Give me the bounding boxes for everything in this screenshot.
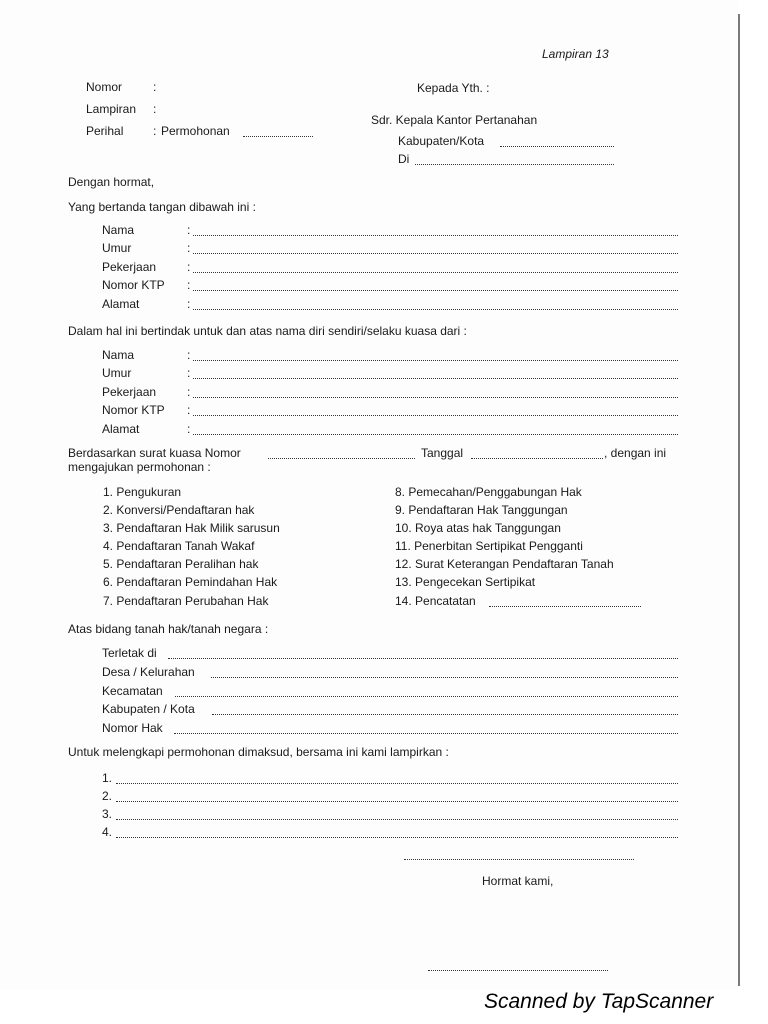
option-item: 10. Roya atas hak Tanggungan bbox=[395, 521, 561, 535]
meta-lampiran-label: Lampiran bbox=[86, 102, 137, 116]
person-field-label: Nomor KTP bbox=[102, 278, 165, 292]
surat-kuasa-tanggal-blank[interactable] bbox=[471, 458, 603, 459]
meta-perihal-label: Perihal bbox=[86, 124, 124, 138]
meta-perihal-sep: : bbox=[153, 124, 157, 138]
signature-blank[interactable] bbox=[428, 970, 608, 971]
attachment-number: 3. bbox=[102, 807, 113, 821]
principal-field-blank[interactable] bbox=[193, 397, 678, 398]
perihal-blank[interactable] bbox=[243, 136, 313, 137]
land-field-label: Desa / Kelurahan bbox=[102, 665, 195, 679]
option-item: 13. Pengecekan Sertipikat bbox=[395, 575, 536, 589]
pencatatan-blank[interactable] bbox=[489, 606, 641, 607]
acting-text: Dalam hal ini bertindak untuk dan atas nama diri sendiri/selaku kuasa dari : bbox=[68, 324, 467, 338]
field-colon: : bbox=[187, 260, 191, 274]
principal-field-label: Nama bbox=[102, 348, 135, 362]
option-item: 12. Surat Keterangan Pendaftaran Tanah bbox=[395, 557, 614, 571]
option-item: 2. Konversi/Pendaftaran hak bbox=[103, 503, 255, 517]
surat-kuasa-tanggal: Tanggal bbox=[421, 446, 464, 460]
place-date-blank[interactable] bbox=[404, 859, 634, 860]
land-intro: Atas bidang tanah hak/tanah negara : bbox=[68, 622, 269, 636]
meta-nomor-label: Nomor bbox=[86, 80, 123, 94]
person-field-blank[interactable] bbox=[193, 235, 678, 236]
option-item: 9. Pendaftaran Hak Tanggungan bbox=[395, 503, 568, 517]
attachment-blank[interactable] bbox=[116, 837, 678, 838]
attachment-number: 4. bbox=[102, 825, 113, 839]
person-field-blank[interactable] bbox=[193, 290, 678, 291]
land-field-label: Kabupaten / Kota bbox=[102, 702, 195, 716]
principal-field-label: Pekerjaan bbox=[102, 385, 157, 399]
person-field-label: Pekerjaan bbox=[102, 260, 157, 274]
land-field-blank[interactable] bbox=[211, 677, 678, 678]
lampiran-number: Lampiran 13 bbox=[542, 47, 609, 61]
land-field-label: Terletak di bbox=[102, 646, 157, 660]
land-field-blank[interactable] bbox=[175, 696, 678, 697]
addressee-di: Di bbox=[398, 152, 410, 166]
principal-field-blank[interactable] bbox=[193, 415, 678, 416]
principal-field-label: Umur bbox=[102, 366, 132, 380]
person-field-label: Nama bbox=[102, 223, 135, 237]
addressee-kabupaten: Kabupaten/Kota bbox=[398, 134, 485, 148]
option-item: 3. Pendaftaran Hak Milik sarusun bbox=[103, 521, 280, 535]
di-blank[interactable] bbox=[415, 164, 614, 165]
option-item: 11. Penerbitan Sertipikat Pengganti bbox=[395, 539, 583, 553]
field-colon: : bbox=[187, 297, 191, 311]
surat-kuasa-nomor-blank[interactable] bbox=[268, 458, 415, 459]
field-colon: : bbox=[187, 422, 191, 436]
person-field-label: Umur bbox=[102, 241, 132, 255]
meta-lampiran-sep: : bbox=[153, 102, 157, 116]
field-colon: : bbox=[187, 366, 191, 380]
meta-perihal-value: Permohonan bbox=[161, 124, 230, 138]
option-item: 4. Pendaftaran Tanah Wakaf bbox=[103, 539, 255, 553]
field-colon: : bbox=[187, 385, 191, 399]
person-field-blank[interactable] bbox=[193, 309, 678, 310]
surat-kuasa-text: Berdasarkan surat kuasa Nomor bbox=[68, 446, 241, 460]
kabupaten-blank[interactable] bbox=[500, 146, 614, 147]
principal-field-blank[interactable] bbox=[193, 434, 678, 435]
option-item: 7. Pendaftaran Perubahan Hak bbox=[103, 594, 269, 608]
attachment-blank[interactable] bbox=[116, 819, 678, 820]
field-colon: : bbox=[187, 348, 191, 362]
option-item: 14. Pencatatan bbox=[395, 594, 476, 608]
field-colon: : bbox=[187, 278, 191, 292]
closing-text: Hormat kami, bbox=[482, 874, 554, 888]
person-field-blank[interactable] bbox=[193, 272, 678, 273]
surat-kuasa-dengan: , dengan ini bbox=[604, 446, 667, 460]
field-colon: : bbox=[187, 403, 191, 417]
intro-text: Yang bertanda tangan dibawah ini : bbox=[68, 200, 256, 214]
principal-field-blank[interactable] bbox=[193, 360, 678, 361]
land-field-label: Nomor Hak bbox=[102, 721, 163, 735]
attachment-number: 2. bbox=[102, 789, 113, 803]
principal-field-label: Nomor KTP bbox=[102, 403, 165, 417]
principal-field-label: Alamat bbox=[102, 422, 140, 436]
attachment-blank[interactable] bbox=[116, 801, 678, 802]
paper-edge bbox=[738, 14, 740, 986]
attachment-number: 1. bbox=[102, 771, 113, 785]
person-field-label: Alamat bbox=[102, 297, 140, 311]
field-colon: : bbox=[187, 223, 191, 237]
land-field-blank[interactable] bbox=[168, 658, 678, 659]
attach-intro: Untuk melengkapi permohonan dimaksud, bersama ini kami lampirkan : bbox=[68, 745, 449, 759]
surat-kuasa-line2: mengajukan permohonan : bbox=[68, 460, 211, 474]
attachment-blank[interactable] bbox=[116, 783, 678, 784]
land-field-label: Kecamatan bbox=[102, 684, 163, 698]
land-field-blank[interactable] bbox=[212, 714, 678, 715]
person-field-blank[interactable] bbox=[193, 253, 678, 254]
option-item: 1. Pengukuran bbox=[103, 485, 182, 499]
addressee-kepala: Sdr. Kepala Kantor Pertanahan bbox=[371, 113, 538, 127]
field-colon: : bbox=[187, 241, 191, 255]
option-item: 8. Pemecahan/Penggabungan Hak bbox=[395, 485, 582, 499]
addressee-kepada: Kepada Yth. : bbox=[417, 81, 490, 95]
option-item: 5. Pendaftaran Peralihan hak bbox=[103, 557, 259, 571]
scanner-watermark: Scanned by TapScanner bbox=[484, 990, 714, 1013]
option-item: 6. Pendaftaran Pemindahan Hak bbox=[103, 575, 278, 589]
land-field-blank[interactable] bbox=[174, 733, 678, 734]
meta-nomor-sep: : bbox=[153, 80, 157, 94]
principal-field-blank[interactable] bbox=[193, 378, 678, 379]
greeting: Dengan hormat, bbox=[68, 175, 155, 189]
